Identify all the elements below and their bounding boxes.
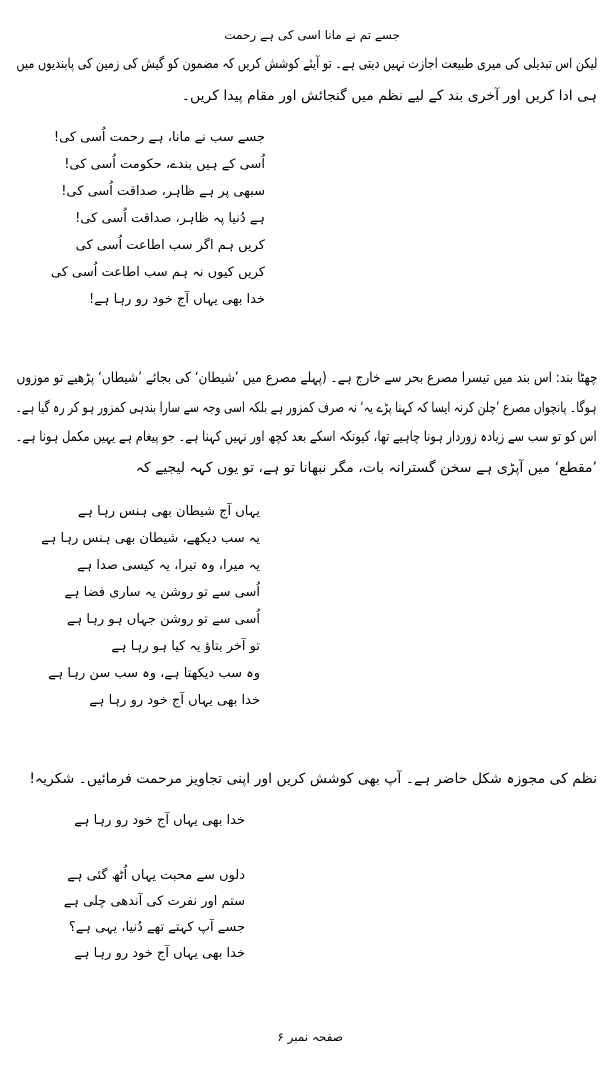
- final-refrain: خدا بھی یہاں آج خود رو رہا ہے: [74, 813, 245, 828]
- proposal-line: نظم کی مجوزہ شکل حاضر ہے۔ آپ بھی کوشش کریں اور اپنی تجاویز مرحمت فرمائیں۔ شکریہ!: [29, 771, 597, 787]
- stanza2-line-1: یہاں آج شیطان بھی ہنس رہا ہے: [77, 504, 260, 519]
- stanza1-line-7: خدا بھی یہاں آج خود رو رہا ہے!: [89, 292, 265, 307]
- stanza1-line-2: اُسی کے ہیں بندے، حکومت اُسی کی!: [64, 157, 265, 172]
- stanza2-line-3: یہ میرا، وہ تیرا، یہ کیسی صدا ہے: [77, 558, 260, 573]
- stanza1-line-5: کریں ہم اگر سب اطاعت اُسی کی: [75, 238, 265, 253]
- chhata-band-line-1: چھٹا بند: اس بند میں تیسرا مصرع بحر سے خارج ہے۔ (پہلے مصرع میں ’شیطان‘ کی بجائے ’شیطاں‘ پڑھیے تو موزوں: [15, 370, 597, 386]
- stanza2-line-5: اُسی سے تو روشن جہاں ہو رہا ہے: [66, 612, 260, 627]
- stanza1-line-6: کریں کیوں نہ ہم سب اطاعت اُسی کی: [50, 265, 265, 280]
- intro-line-2: ہی ادا کریں اور آخری بند کے لیے نظم میں گنجائش اور مقام پیدا کریں۔: [181, 88, 597, 104]
- stanza3-line-4: خدا بھی یہاں آج خود رو رہا ہے: [74, 946, 245, 961]
- stanza2-line-7: وہ سب دیکھتا ہے، وہ سب سن رہا ہے: [48, 666, 260, 681]
- chhata-band-line-3: اس کو تو سب سے زیادہ زوردار ہونا چاہیے تھا، کیونکہ اسکے بعد کچھ اور نہیں کہنا ہے۔ جو پیغام ہے یہیں مکمل ہونا ہے۔: [15, 429, 597, 445]
- stanza2-line-2: یہ سب دیکھے، شیطان بھی ہنس رہا ہے: [41, 531, 260, 546]
- stanza2-line-8: خدا بھی یہاں آج خود رو رہا ہے: [89, 693, 260, 708]
- stanza3-line-1: دلوں سے محبت یہاں اُٹھ گئی ہے: [67, 868, 245, 883]
- intro-line-1: لیکن اس تبدیلی کی میری طبیعت اجازت نہیں دیتی ہے۔ تو آیئے کوشش کریں کہ مضمون کو گیش کی زمین کی پابندیوں میں: [16, 56, 597, 72]
- chhata-band-line-2: ہوگا۔ پانچواں مصرع ’چلن کرنہ ایسا کہ کہنا پڑے یہ‘ نہ صرف کمزور ہے بلکہ اسی وجہ سے سارا بندہی کمزور ہو کر رہ گیا ہے۔: [15, 400, 597, 416]
- stanza2-line-6: تو آخر بتاؤ یہ کیا ہو رہا ہے: [111, 639, 260, 654]
- stanza3-line-3: جسے آپ کہتے تھے دُنیا، یہی ہے؟: [68, 920, 245, 935]
- stanza1-line-3: سبھی پر ہے ظاہر، صداقت اُسی کی!: [61, 184, 265, 199]
- stanza1-line-1: جسے سب نے مانا، ہے رحمت اُسی کی!: [53, 130, 265, 145]
- stanza3-line-2: ستم اور نفرت کی آندھی چلی ہے: [63, 894, 245, 909]
- stanza2-line-4: اُسی سے تو روشن یہ ساری فضا ہے: [64, 585, 260, 600]
- page-number: صفحہ نمبر ۶: [277, 1030, 343, 1044]
- stanza1-line-4: ہے دُنیا پہ ظاہر، صداقت اُسی کی!: [75, 211, 265, 226]
- chhata-band-line-4: ’مقطع‘ میں آپڑی ہے سخن گسترانہ بات، مگر نبھانا تو ہے، تو یوں کہہ لیجیے کہ: [135, 460, 597, 476]
- intro-fragment: جسے تم نے مانا اسی کی ہے رحمت: [224, 28, 400, 42]
